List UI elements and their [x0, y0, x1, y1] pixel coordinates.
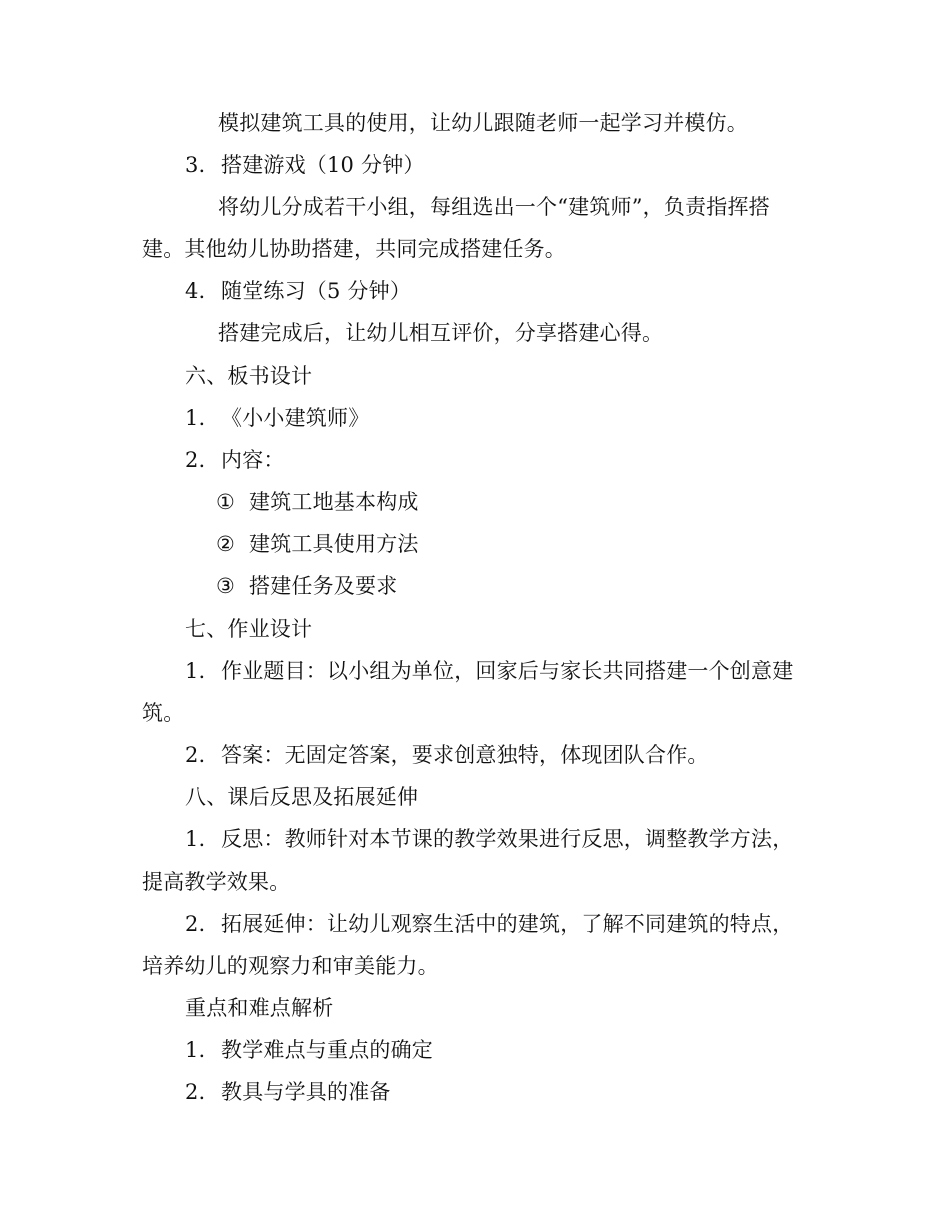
- text: 模拟建筑工具的使用，让幼儿跟随老师一起学习并模仿。: [218, 111, 748, 135]
- paragraph-line: [218, 108, 748, 138]
- circled-number: ②: [216, 532, 236, 556]
- paragraph-line: [142, 867, 290, 897]
- list-item-text: 教学难点与重点的确定: [221, 1038, 433, 1062]
- list-item: [185, 445, 285, 475]
- text: 提高教学效果。: [142, 870, 291, 894]
- list-item-text: 搭建游戏（10 分钟）: [221, 153, 425, 177]
- list-item: [185, 1035, 433, 1065]
- text: 搭建完成后，让幼儿相互评价，分享搭建心得。: [218, 321, 664, 345]
- list-item-text: 内容：: [221, 448, 285, 472]
- list-item-text: 答案：无固定答案，要求创意独特，体现团队合作。: [221, 743, 709, 767]
- list-item: [185, 909, 793, 939]
- list-item: [185, 824, 793, 854]
- list-item: [185, 656, 793, 686]
- list-number: 2.: [185, 448, 206, 472]
- heading-text: 重点和难点解析: [185, 996, 334, 1020]
- circled-number: ①: [216, 490, 236, 514]
- sub-list-item: [216, 571, 397, 601]
- text: 培养幼儿的观察力和审美能力。: [142, 954, 439, 978]
- sub-list-item: [216, 529, 419, 559]
- paragraph-line: [218, 192, 770, 222]
- list-item: [185, 1077, 391, 1107]
- list-item: [185, 403, 369, 433]
- list-number: 2.: [185, 743, 206, 767]
- circled-number: ③: [216, 574, 236, 598]
- list-number: 4.: [185, 279, 206, 303]
- text: 将幼儿分成若干小组，每组选出一个“建筑师”，负责指挥搭: [218, 195, 770, 219]
- section-heading: [185, 993, 333, 1023]
- paragraph-line: [218, 318, 663, 348]
- list-number: 2.: [185, 912, 206, 936]
- list-item-text: 随堂练习（5 分钟）: [221, 279, 412, 303]
- section-heading: [185, 361, 312, 391]
- list-number: 1.: [185, 659, 206, 683]
- heading-text: 七、作业设计: [185, 617, 313, 641]
- section-heading: [185, 782, 418, 812]
- list-number: 1.: [185, 827, 206, 851]
- heading-text: 八、课后反思及拓展延伸: [185, 785, 419, 809]
- paragraph-line: [142, 234, 566, 264]
- paragraph-line: [142, 951, 439, 981]
- list-number: 1.: [185, 406, 206, 430]
- text: 筑。: [142, 701, 185, 725]
- sub-list-item-text: 搭建任务及要求: [249, 574, 398, 598]
- list-item: [185, 740, 709, 770]
- sub-list-item: [216, 487, 419, 517]
- list-item-text: 作业题目：以小组为单位，回家后与家长共同搭建一个创意建: [221, 659, 794, 683]
- list-item-text: 《小小建筑师》: [221, 406, 370, 430]
- sub-list-item-text: 建筑工地基本构成: [249, 490, 419, 514]
- list-item-text: 教具与学具的准备: [221, 1080, 391, 1104]
- list-number: 2.: [185, 1080, 206, 1104]
- sub-list-item-text: 建筑工具使用方法: [249, 532, 419, 556]
- paragraph-line: [142, 698, 184, 728]
- list-item-text: 反思：教师针对本节课的教学效果进行反思，调整教学方法，: [221, 827, 794, 851]
- text: 建。其他幼儿协助搭建，共同完成搭建任务。: [142, 237, 566, 261]
- section-heading: [185, 614, 312, 644]
- list-number: 3.: [185, 153, 206, 177]
- list-number: 1.: [185, 1038, 206, 1062]
- heading-text: 六、板书设计: [185, 364, 313, 388]
- list-item-text: 拓展延伸：让幼儿观察生活中的建筑，了解不同建筑的特点，: [221, 912, 794, 936]
- list-item: [185, 150, 425, 180]
- list-item: [185, 276, 411, 306]
